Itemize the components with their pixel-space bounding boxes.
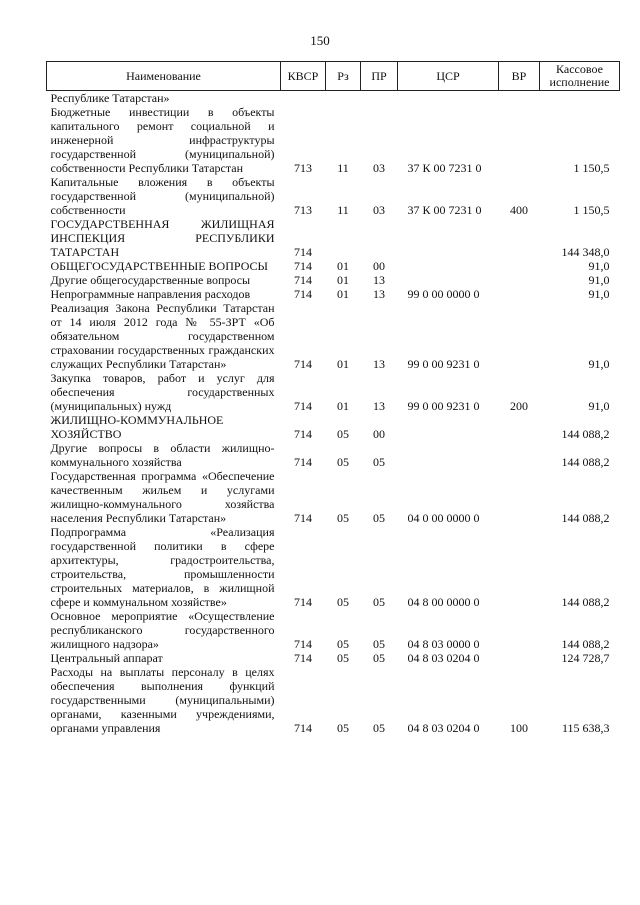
cell-amount: 115 638,3 bbox=[561, 721, 610, 735]
cell-name: Бюджетные инвестиции в объекты капитального ремонт социальной и инженерной инфраструктуры государственной (муниципальной) собственности Республики Татарстан bbox=[50, 105, 275, 175]
cell-pr: 05 bbox=[373, 511, 385, 525]
cell-name: Другие общегосударственные вопросы bbox=[50, 273, 251, 287]
table-row bbox=[47, 175, 620, 217]
table-row bbox=[47, 105, 620, 175]
cell-rz: 01 bbox=[337, 259, 349, 273]
cell-kvsr: 713 bbox=[294, 161, 312, 175]
cell-name: ГОСУДАРСТВЕННАЯ ЖИЛИЩНАЯ ИНСПЕКЦИЯ РЕСПУБЛИКИ ТАТАРСТАН bbox=[50, 217, 275, 259]
cell-name: Другие вопросы в области жилищно-коммунального хозяйства bbox=[50, 441, 275, 469]
cell-rz bbox=[326, 91, 361, 106]
cell-kvsr: 713 bbox=[294, 203, 312, 217]
cell-pr: 05 bbox=[373, 455, 385, 469]
cell-vr bbox=[499, 273, 540, 287]
cell-pr: 03 bbox=[373, 203, 385, 217]
table-row bbox=[47, 273, 620, 287]
cell-amount: 144 348,0 bbox=[561, 245, 610, 259]
table-row bbox=[47, 301, 620, 371]
cell-csr: 37 К 00 7231 0 bbox=[407, 161, 482, 175]
cell-rz: 05 bbox=[337, 651, 349, 665]
cell-pr: 00 bbox=[373, 427, 385, 441]
table-row bbox=[47, 469, 620, 525]
cell-kvsr: 714 bbox=[294, 455, 312, 469]
cell-vr bbox=[499, 525, 540, 609]
cell-name: ОБЩЕГОСУДАРСТВЕННЫЕ ВОПРОСЫ bbox=[50, 259, 268, 273]
cell-csr: 99 0 00 0000 0 bbox=[407, 287, 480, 301]
cell-kvsr: 714 bbox=[294, 721, 312, 735]
cell-csr: 04 8 03 0204 0 bbox=[407, 651, 480, 665]
cell-kvsr: 714 bbox=[294, 273, 312, 287]
cell-kvsr: 714 bbox=[294, 595, 312, 609]
cell-rz: 05 bbox=[337, 637, 349, 651]
cell-pr: 05 bbox=[373, 651, 385, 665]
table-row bbox=[47, 413, 620, 441]
cell-csr bbox=[398, 441, 499, 469]
cell-kvsr: 714 bbox=[294, 287, 312, 301]
cell-csr bbox=[398, 217, 499, 259]
cell-vr bbox=[499, 105, 540, 175]
cell-pr: 13 bbox=[373, 273, 385, 287]
cell-pr bbox=[361, 91, 398, 106]
table-header-row bbox=[47, 62, 620, 91]
cell-name: Государственная программа «Обеспечение качественным жильем и услугами жилищно-коммунального хозяйства населения Республики Татарстан» bbox=[50, 469, 275, 525]
cell-csr bbox=[398, 413, 499, 441]
cell-csr bbox=[398, 259, 499, 273]
cell-vr bbox=[499, 91, 540, 106]
cell-amount: 91,0 bbox=[588, 273, 610, 287]
cell-name: Центральный аппарат bbox=[50, 651, 163, 665]
cell-kvsr: 714 bbox=[294, 651, 312, 665]
cell-pr: 05 bbox=[373, 721, 385, 735]
cell-csr: 04 8 00 0000 0 bbox=[407, 595, 480, 609]
cell-vr: 100 bbox=[510, 721, 528, 735]
header-pr: ПР bbox=[361, 62, 398, 91]
cell-rz bbox=[326, 217, 361, 259]
cell-name: Капитальные вложения в объекты государственной (муниципальной) собственности bbox=[50, 175, 275, 217]
cell-amount: 91,0 bbox=[588, 287, 610, 301]
cell-csr: 04 8 03 0204 0 bbox=[407, 721, 480, 735]
cell-pr: 03 bbox=[373, 161, 385, 175]
table-row bbox=[47, 609, 620, 651]
cell-csr: 99 0 00 9231 0 bbox=[407, 399, 480, 413]
cell-name: ЖИЛИЩНО-КОММУНАЛЬНОЕ ХОЗЯЙСТВО bbox=[50, 413, 224, 441]
table-row bbox=[47, 371, 620, 413]
cell-pr bbox=[361, 217, 398, 259]
cell-name: Расходы на выплаты персоналу в целях обеспечения выполнения функций государственными (муниципальными) органами, казенными учреждениями, органами управления bbox=[50, 665, 275, 735]
cell-vr: 200 bbox=[510, 399, 528, 413]
cell-rz: 01 bbox=[337, 273, 349, 287]
cell-csr: 04 8 03 0000 0 bbox=[407, 637, 480, 651]
cell-pr: 13 bbox=[373, 399, 385, 413]
cell-csr: 37 К 00 7231 0 bbox=[407, 203, 482, 217]
header-amount: Кассовое исполнение bbox=[540, 62, 620, 91]
cell-rz: 11 bbox=[337, 203, 349, 217]
cell-name: Основное мероприятие «Осуществление республиканского государственного жилищного надзора» bbox=[50, 609, 275, 651]
table-row bbox=[47, 651, 620, 665]
table-row bbox=[47, 259, 620, 273]
table-body bbox=[47, 91, 620, 736]
cell-rz: 01 bbox=[337, 287, 349, 301]
cell-vr bbox=[499, 217, 540, 259]
cell-csr bbox=[398, 273, 499, 287]
cell-amount: 1 150,5 bbox=[573, 161, 610, 175]
header-rz: Рз bbox=[326, 62, 361, 91]
cell-vr bbox=[499, 413, 540, 441]
cell-vr bbox=[499, 441, 540, 469]
cell-vr bbox=[499, 301, 540, 371]
cell-csr bbox=[398, 91, 499, 106]
cell-amount: 144 088,2 bbox=[561, 455, 610, 469]
cell-amount: 124 728,7 bbox=[561, 651, 610, 665]
cell-kvsr: 714 bbox=[294, 427, 312, 441]
cell-vr bbox=[499, 609, 540, 651]
cell-amount: 144 088,2 bbox=[561, 427, 610, 441]
cell-name: Реализация Закона Республики Татарстан от 14 июля 2012 года № 55-ЗРТ «Об обязательном государственном страховании государственных гражданских служащих Республики Татарстан» bbox=[50, 301, 275, 371]
cell-vr bbox=[499, 287, 540, 301]
cell-name: Закупка товаров, работ и услуг для обеспечения государственных (муниципальных) нужд bbox=[50, 371, 275, 413]
cell-kvsr: 714 bbox=[294, 245, 312, 259]
table-row bbox=[47, 441, 620, 469]
cell-rz: 01 bbox=[337, 357, 349, 371]
cell-rz: 05 bbox=[337, 595, 349, 609]
cell-kvsr: 714 bbox=[294, 511, 312, 525]
cell-name: Республике Татарстан» bbox=[50, 91, 170, 105]
cell-kvsr: 714 bbox=[294, 637, 312, 651]
cell-csr: 04 0 00 0000 0 bbox=[407, 511, 480, 525]
cell-kvsr bbox=[281, 91, 326, 106]
budget-execution-table bbox=[46, 61, 620, 735]
cell-amount: 91,0 bbox=[588, 357, 610, 371]
cell-pr: 05 bbox=[373, 637, 385, 651]
cell-rz: 01 bbox=[337, 399, 349, 413]
cell-name: Подпрограмма «Реализация государственной политики в сфере архитектуры, градостроительства, строительства, промышленности строительных материалов, в жилищной сфере и коммунальном хозяйстве» bbox=[50, 525, 275, 609]
cell-rz: 05 bbox=[337, 455, 349, 469]
header-csr: ЦСР bbox=[398, 62, 499, 91]
cell-rz: 05 bbox=[337, 721, 349, 735]
cell-name: Непрограммные направления расходов bbox=[50, 287, 251, 301]
cell-kvsr: 714 bbox=[294, 357, 312, 371]
cell-amount: 144 088,2 bbox=[561, 511, 610, 525]
cell-kvsr: 714 bbox=[294, 399, 312, 413]
cell-amount bbox=[540, 91, 620, 106]
page-number: 150 bbox=[310, 33, 330, 48]
header-name: Наименование bbox=[47, 62, 281, 91]
cell-rz: 05 bbox=[337, 427, 349, 441]
cell-rz: 11 bbox=[337, 161, 349, 175]
cell-rz: 05 bbox=[337, 511, 349, 525]
cell-kvsr: 714 bbox=[294, 259, 312, 273]
cell-pr: 13 bbox=[373, 287, 385, 301]
cell-amount: 144 088,2 bbox=[561, 595, 610, 609]
header-kvsr: КВСР bbox=[281, 62, 326, 91]
cell-vr bbox=[499, 651, 540, 665]
cell-amount: 91,0 bbox=[588, 399, 610, 413]
cell-amount: 1 150,5 bbox=[573, 203, 610, 217]
table-row bbox=[47, 217, 620, 259]
cell-pr: 13 bbox=[373, 357, 385, 371]
table-row bbox=[47, 91, 620, 106]
header-vr: ВР bbox=[499, 62, 540, 91]
cell-vr: 400 bbox=[510, 203, 528, 217]
cell-amount: 144 088,2 bbox=[561, 637, 610, 651]
cell-amount: 91,0 bbox=[588, 259, 610, 273]
cell-csr: 99 0 00 9231 0 bbox=[407, 357, 480, 371]
cell-vr bbox=[499, 259, 540, 273]
cell-vr bbox=[499, 469, 540, 525]
cell-pr: 00 bbox=[373, 259, 385, 273]
cell-pr: 05 bbox=[373, 595, 385, 609]
table-row bbox=[47, 665, 620, 735]
table-row bbox=[47, 287, 620, 301]
table-row bbox=[47, 525, 620, 609]
